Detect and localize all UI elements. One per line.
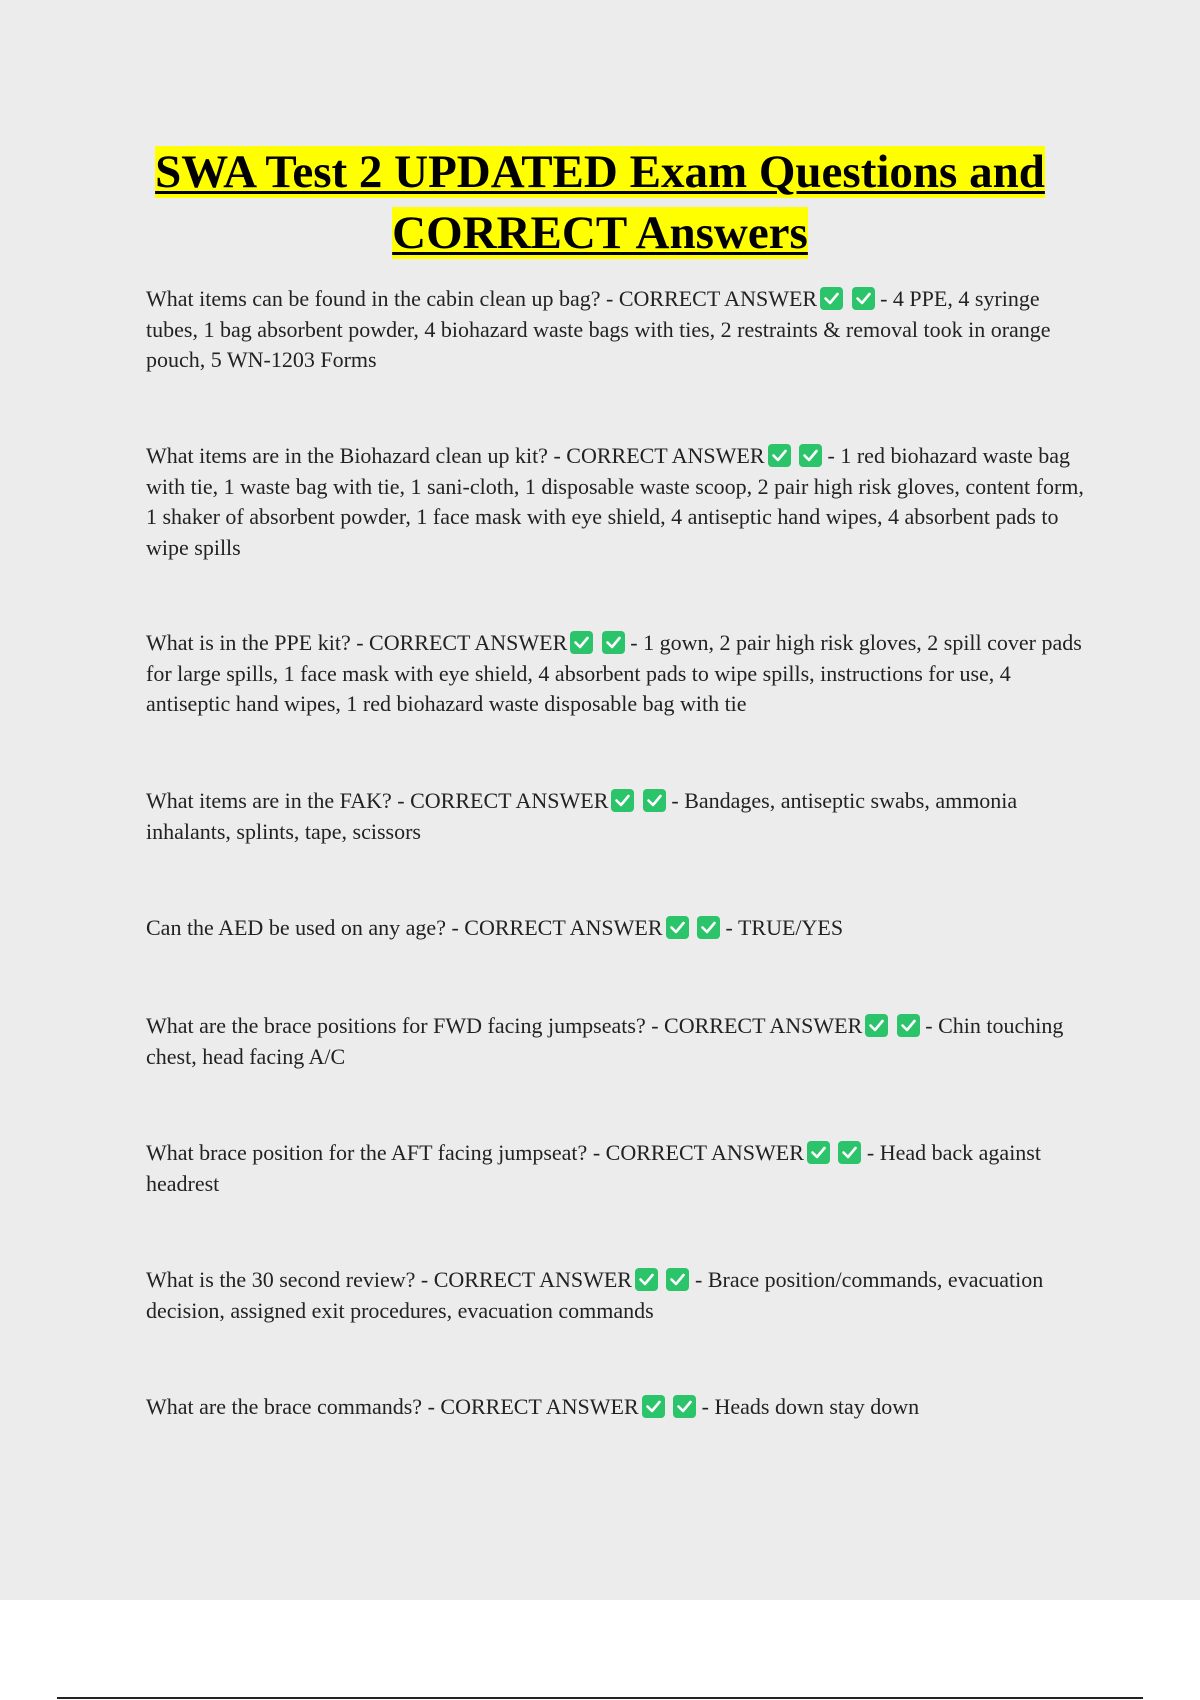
- answer-marker: CORRECT ANSWER: [605, 1140, 804, 1165]
- check-mark-icon: [570, 631, 593, 654]
- answer-marker: CORRECT ANSWER: [410, 788, 609, 813]
- qa-item: What are the brace positions for FWD facing jumpseats? - CORRECT ANSWER - Chin touching chest, head facing A/C: [146, 1013, 1064, 1069]
- check-mark-icon: [635, 1268, 658, 1291]
- qa-item: What is in the PPE kit? - CORRECT ANSWER - 1 gown, 2 pair high risk gloves, 2 spill cover pads for large spills, 1 face mask with eye shield, 4 absorbent pads to wipe spills, instructions for use, 4 antiseptic hand wipes, 1 red biohazard waste disposable bag with tie: [146, 630, 1082, 716]
- check-mark-icon: [673, 1395, 696, 1418]
- check-mark-icon: [897, 1014, 920, 1037]
- check-mark-icon: [642, 1395, 665, 1418]
- answer-text: Chin touching chest, head facing A/C: [146, 1013, 1064, 1069]
- answer-text: 1 gown, 2 pair high risk gloves, 2 spill cover pads for large spills, 1 face mask with eye shield, 4 absorbent pads to wipe spills, instructions for use, 4 antiseptic hand wipes, 1 red biohazard waste disposable bag with tie: [146, 630, 1082, 716]
- question-text: What is the 30 second review?: [146, 1267, 416, 1292]
- question-text: Can the AED be used on any age?: [146, 915, 446, 940]
- check-mark-icon: [852, 287, 875, 310]
- answer-marker: CORRECT ANSWER: [369, 630, 568, 655]
- check-mark-icon: [807, 1141, 830, 1164]
- answer-marker: CORRECT ANSWER: [566, 443, 765, 468]
- qa-item: What brace position for the AFT facing jumpseat? - CORRECT ANSWER - Head back against headrest: [146, 1140, 1041, 1196]
- check-mark-icon: [865, 1014, 888, 1037]
- answer-text: TRUE/YES: [737, 915, 844, 940]
- qa-item: What items are in the FAK? - CORRECT ANSWER - Bandages, antiseptic swabs, ammonia inhalants, splints, tape, scissors: [146, 788, 1018, 844]
- answer-text: 4 PPE, 4 syringe tubes, 1 bag absorbent powder, 4 biohazard waste bags with ties, 2 restraints & removal took in orange pouch, 5 WN-1203 Forms: [146, 286, 1051, 372]
- answer-marker: CORRECT ANSWER: [464, 915, 663, 940]
- footer-divider: [57, 1697, 1143, 1699]
- qa-item: Can the AED be used on any age? - CORRECT ANSWER - TRUE/YES: [146, 915, 844, 940]
- check-mark-icon: [666, 1268, 689, 1291]
- check-mark-icon: [666, 916, 689, 939]
- check-mark-icon: [768, 444, 791, 467]
- answer-text: Brace position/commands, evacuation decision, assigned exit procedures, evacuation commands: [146, 1267, 1044, 1323]
- answer-text: Head back against headrest: [146, 1140, 1041, 1196]
- answer-text: Bandages, antiseptic swabs, ammonia inhalants, splints, tape, scissors: [146, 788, 1018, 844]
- check-mark-icon: [602, 631, 625, 654]
- check-mark-icon: [697, 916, 720, 939]
- qa-item: What is the 30 second review? - CORRECT ANSWER - Brace position/commands, evacuation decision, assigned exit procedures, evacuation commands: [146, 1267, 1044, 1323]
- answer-text: Heads down stay down: [714, 1394, 920, 1419]
- question-text: What are the brace positions for FWD facing jumpseats?: [146, 1013, 646, 1038]
- question-text: What items are in the FAK?: [146, 788, 392, 813]
- question-text: What items are in the Biohazard clean up kit?: [146, 443, 548, 468]
- answer-text: 1 red biohazard waste bag with tie, 1 waste bag with tie, 1 sani-cloth, 1 disposable waste scoop, 2 pair high risk gloves, content form, 1 shaker of absorbent powder, 1 face mask with eye shield, 4 antiseptic hand wipes, 4 absorbent pads to wipe spills: [146, 443, 1084, 560]
- check-mark-icon: [820, 287, 843, 310]
- answer-marker: CORRECT ANSWER: [433, 1267, 632, 1292]
- question-text: What items can be found in the cabin clean up bag?: [146, 286, 601, 311]
- page-title: SWA Test 2 UPDATED Exam Questions and CORRECT Answers: [155, 146, 1045, 259]
- qa-item: What are the brace commands? - CORRECT ANSWER - Heads down stay down: [146, 1394, 920, 1419]
- qa-item: What items can be found in the cabin clean up bag? - CORRECT ANSWER - 4 PPE, 4 syringe tubes, 1 bag absorbent powder, 4 biohazard waste bags with ties, 2 restraints & removal took in orange pouch, 5 WN-1203 Forms: [146, 286, 1051, 372]
- check-mark-icon: [611, 789, 634, 812]
- check-mark-icon: [799, 444, 822, 467]
- qa-item: What items are in the Biohazard clean up kit? - CORRECT ANSWER - 1 red biohazard waste bag with tie, 1 waste bag with tie, 1 sani-cloth, 1 disposable waste scoop, 2 pair high risk gloves, content form, 1 shaker of absorbent powder, 1 face mask with eye shield, 4 antiseptic hand wipes, 4 absorbent pads to wipe spills: [146, 443, 1084, 560]
- question-text: What is in the PPE kit?: [146, 630, 351, 655]
- check-mark-icon: [643, 789, 666, 812]
- answer-marker: CORRECT ANSWER: [664, 1013, 863, 1038]
- answer-marker: CORRECT ANSWER: [618, 286, 818, 311]
- answer-marker: CORRECT ANSWER: [440, 1394, 639, 1419]
- check-mark-icon: [838, 1141, 861, 1164]
- question-text: What brace position for the AFT facing jumpseat?: [146, 1140, 588, 1165]
- question-text: What are the brace commands?: [146, 1394, 423, 1419]
- title-block: [100, 142, 1100, 264]
